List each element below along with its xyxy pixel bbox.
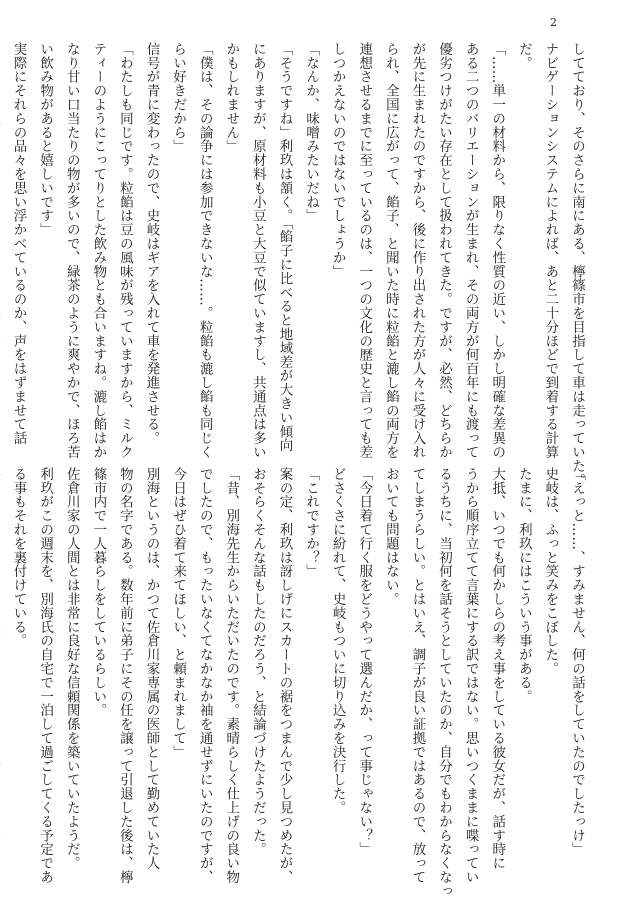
text-line: られ、全国に広がって、餡子、と聞いた時に粒餡と漉し餡の両方を xyxy=(382,42,399,459)
text-line: が先に生まれたのですから、後に作り出された方が人々に受け入れ xyxy=(409,42,426,459)
text-line: どさくさに紛れて、史岐もついに切り込みを決行した。 xyxy=(329,467,346,815)
text-line: 実際にそれらの品々を思い浮かべているのか、声をはずませて話 xyxy=(10,42,27,446)
text-line: 「……単一の材料から、限りなく性質の近い、しかし明確な差異の xyxy=(489,42,506,459)
text-line: 佐倉川家の人間とは非常に良好な信頼関係を築いていたようだ。 xyxy=(63,467,80,871)
text-line: 「昔、別海先生からいただいたのです。素晴らしく仕上げの良い物 xyxy=(223,467,240,884)
text-line: るうちに、当初何を話そうとしていたのか、自分でもわからなくなっ xyxy=(436,467,453,898)
text-line: ナビゲーションシステムによれば、あと二十分ほどで到着する計算 xyxy=(542,42,559,459)
text-line: 大抵、いつでも何かしらの考え事をしている彼女だが、話す時に xyxy=(489,467,506,871)
upper-text-block xyxy=(10,42,590,487)
text-line: てしまうらしい。とはいえ、調子が良い証拠ではあるので、放って xyxy=(409,467,426,884)
text-line: 物の名字である。数年前に弟子にその任を譲って引退した後は、檸 xyxy=(116,467,133,884)
text-line xyxy=(0,42,5,437)
text-line: うから順序立てて言葉にする訳ではない。思いつくままに喋ってい xyxy=(462,467,479,884)
text-line: い飲み物があると嬉しいです」 xyxy=(37,42,54,237)
text-line: らい好きだから」 xyxy=(170,42,187,154)
text-line: 「そうですね」利玖は頷く。「餡子に比べると地域差が大きい傾向 xyxy=(276,42,293,453)
text-line xyxy=(0,467,5,862)
text-line: でしたので、もったいなくてなかなか袖を通せずにいたのですが、 xyxy=(196,467,213,884)
text-line: 案の定、利玖は訝しげにスカートの裾をつまんで少し見つめたが、 xyxy=(276,467,293,884)
text-line: ティーのようにこってりとした飲み物とも合いますね。漉し餡はか xyxy=(90,42,107,459)
text-line: 「僕は、その論争には参加できないな……。粒餡も漉し餡も同じく xyxy=(196,42,213,459)
text-line: 今日はぜひ着て来てほしい、と頼まれまして」 xyxy=(170,467,187,759)
text-line: 史岐は、ふっと笑みをこぼした。 xyxy=(542,467,559,676)
lower-text-block xyxy=(10,467,590,898)
text-line: 「これですか？」 xyxy=(303,467,320,579)
text-line: 連想させるまでに至っているのは、一つの文化の歴史と言っても差 xyxy=(356,42,373,459)
page-number: 2 xyxy=(550,16,557,29)
text-line: 篠市内で一人暮らしをしているらしい。 xyxy=(90,467,107,718)
text-line: 「えっと……、すみません、何の話をしていたのでしたっけ」 xyxy=(569,467,585,857)
text-line: 利玖がこの週末を、別海氏の自宅で一泊して過ごしてくる予定であ xyxy=(37,467,54,884)
text-line: 優劣つけがたい存在として扱われてきた。ですが、必然、どちらか xyxy=(436,42,453,459)
text-line: しつかえないのではないでしょうか」 xyxy=(329,42,346,279)
text-line: 「なんか、味噌みたいだね」 xyxy=(303,42,320,223)
text-line: ある二つのバリエーションが生まれ、その両方が何百年にも渡って xyxy=(462,42,479,459)
text-line: る事もそれを裏付けている。 xyxy=(10,467,27,648)
text-line: してており、そのさらに南にある、檸篠市を目指して車は走っていた。 xyxy=(569,42,585,487)
text-line: にありますが、原材料も小豆と大豆で似ていますし、共通点は多い xyxy=(249,42,266,459)
text-line: 「今日着て行く服をどうやって選んだか、って事じゃない？」 xyxy=(356,467,373,857)
text-line: 別海というのは、かつて佐倉川家専属の医師として勤めていた人 xyxy=(143,467,160,871)
text-line: だ。 xyxy=(515,42,532,70)
text-line: なり甘い口当たりの物が多いので、緑茶のように爽やかで、ほろ苦 xyxy=(63,42,80,459)
text-line: たまに、利玖にはこういう事がある。 xyxy=(515,467,532,704)
text-line: かもしれません」 xyxy=(223,42,240,154)
text-line: おそらくそんな話もしたのだろう、と結論づけたようだった。 xyxy=(249,467,266,857)
text-line: 信号が青に変わったので、史岐はギアを入れて車を発進させる。 xyxy=(143,42,160,446)
text-line: おいても問題はない。 xyxy=(382,467,399,606)
text-line: 「わたしも同じです。粒餡は豆の風味が残っていますから、ミルク xyxy=(116,42,133,459)
